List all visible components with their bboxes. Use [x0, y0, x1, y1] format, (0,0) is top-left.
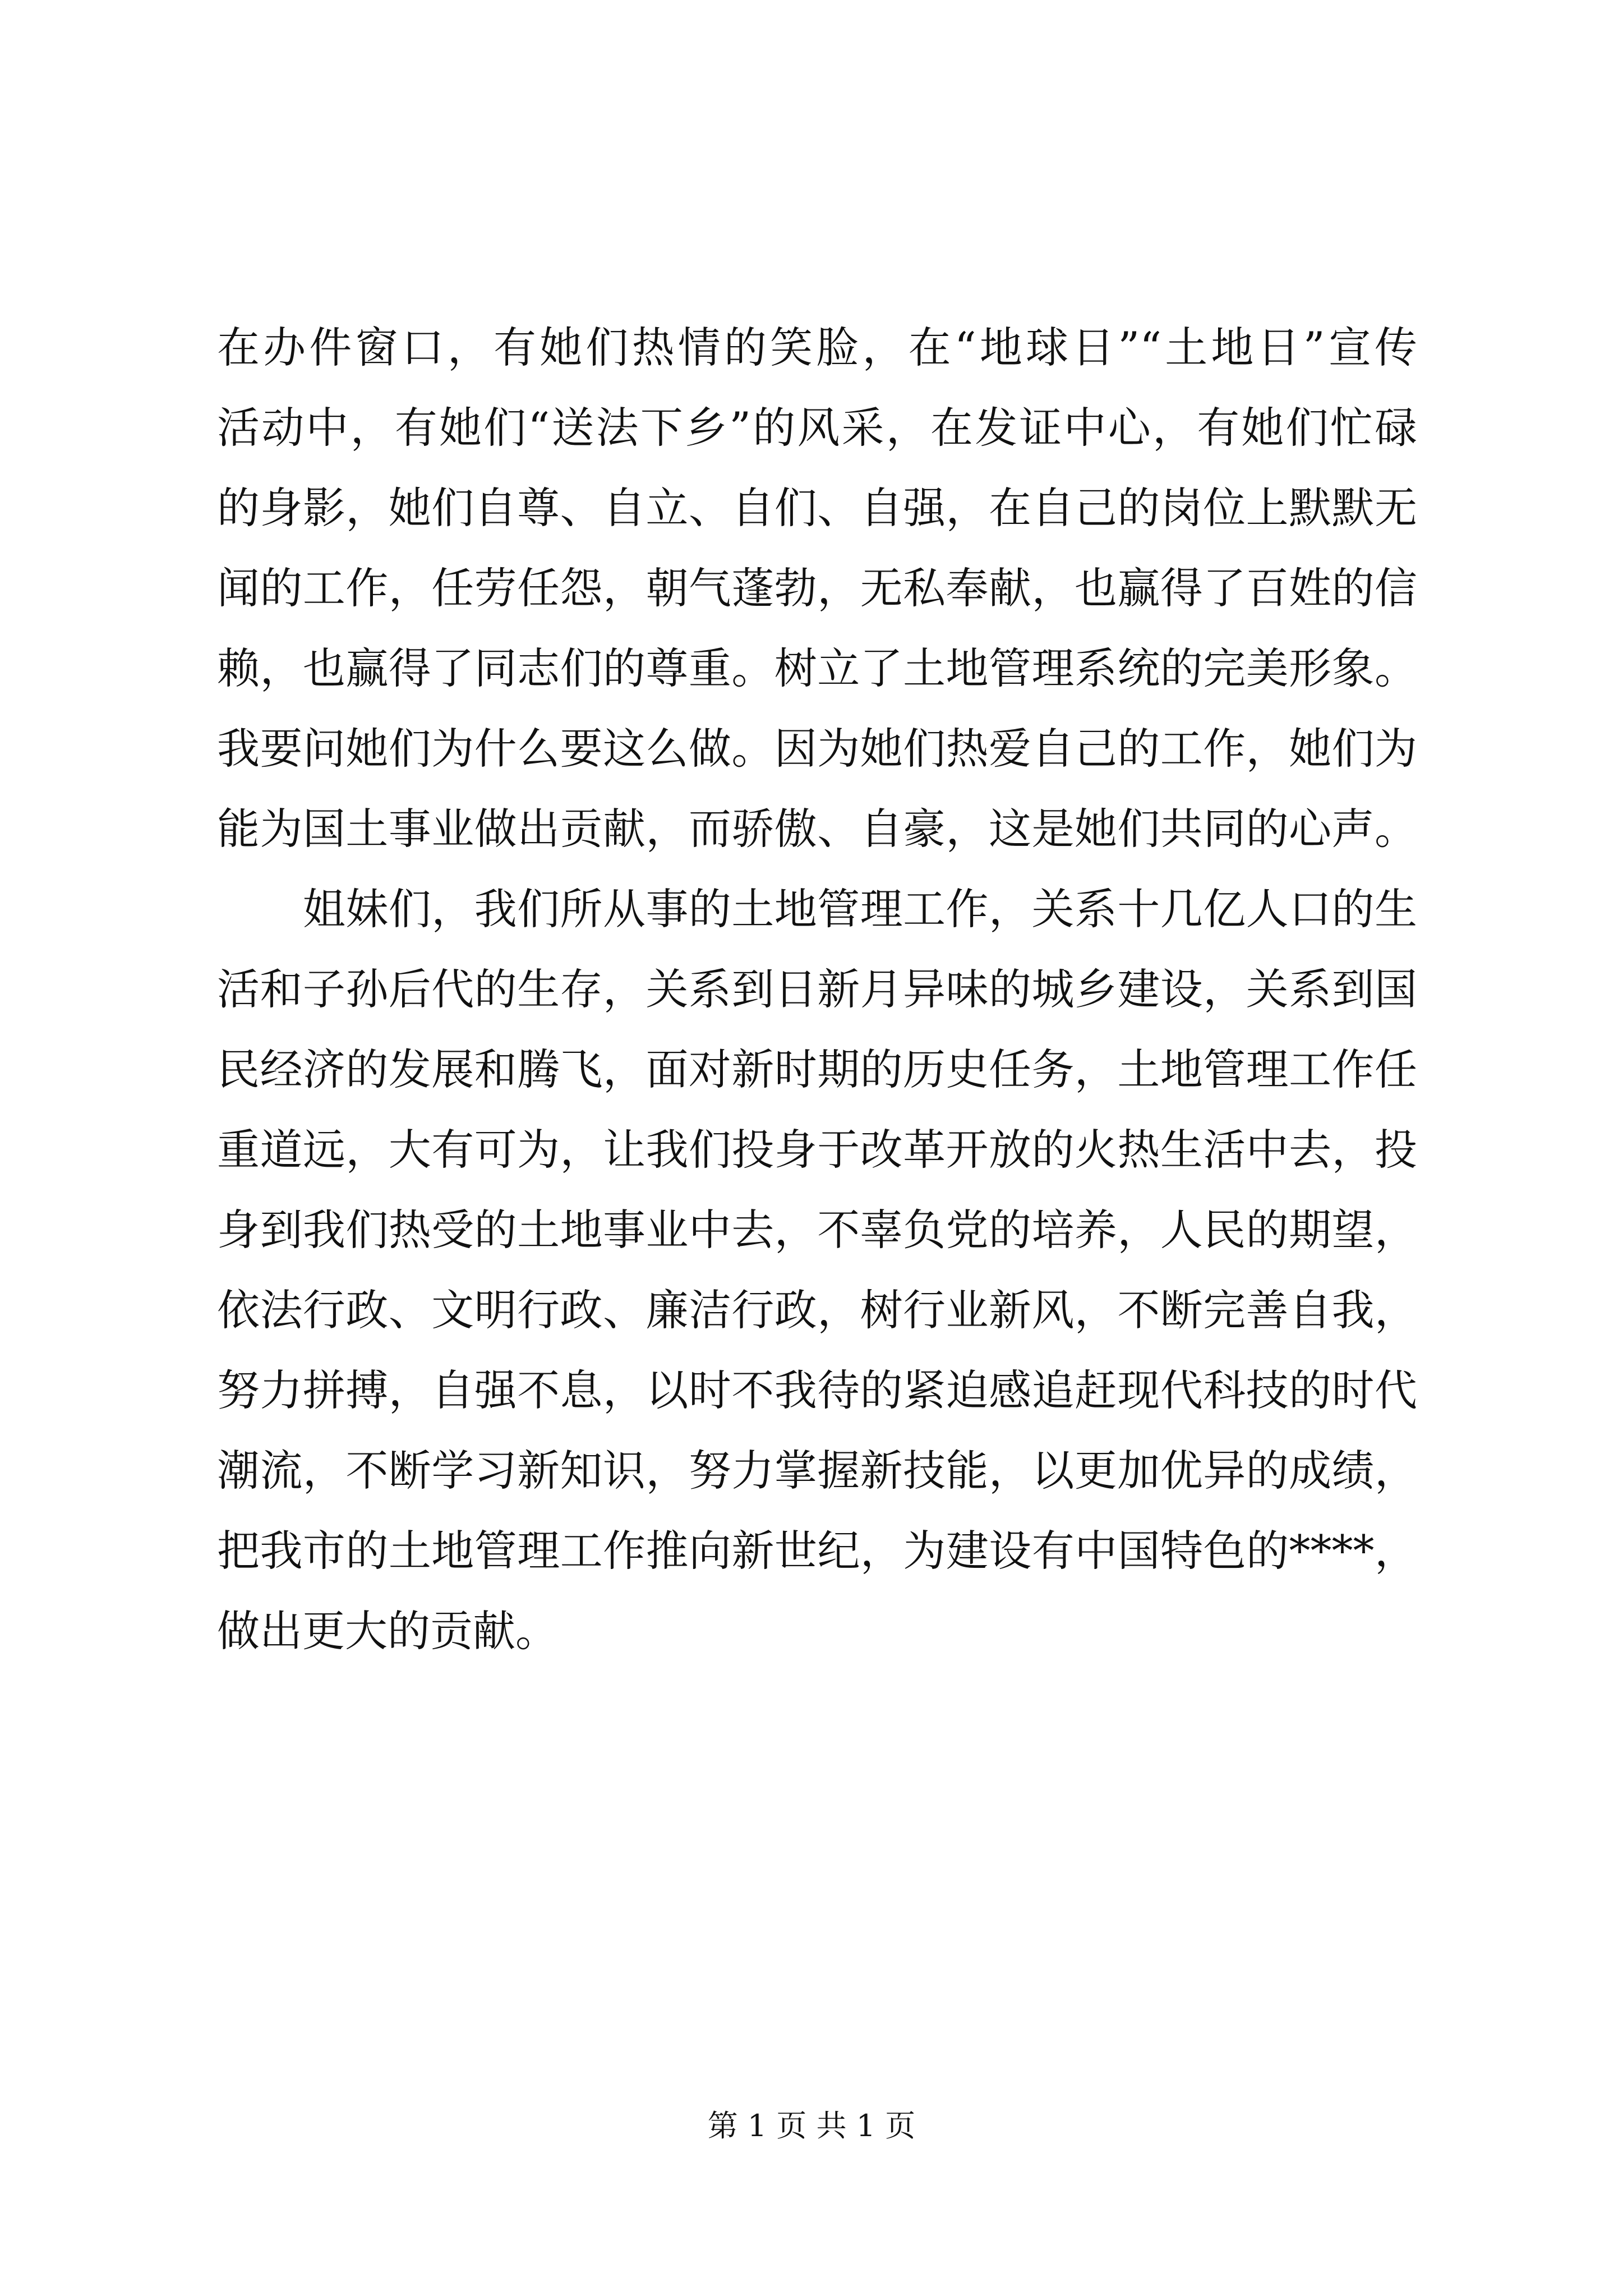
page-footer: 第 1 页 共 1 页: [707, 2108, 916, 2143]
text-line: 闻的工作，任劳任怨，朝气蓬勃，无私奉献，也赢得了百姓的信: [217, 563, 1417, 613]
text-line: 的身影，她们自尊、自立、自们、自强，在自己的岗位上默默无: [217, 483, 1417, 533]
text-line: 潮流，不断学习新知识，努力掌握新技能，以更加优异的成绩，: [217, 1446, 1417, 1496]
body-text: [217, 307, 1417, 1671]
text-line: 赖，也赢得了同志们的尊重。树立了土地管理系统的完美形象。: [217, 643, 1417, 693]
text-line: 民经济的发展和腾飞，面对新时期的历史任务，土地管理工作任: [217, 1045, 1417, 1094]
text-line: 活动中，有她们“送法下乡”的风采，在发证中心，有她们忙碌: [217, 403, 1417, 453]
text-line: 重道远，大有可为，让我们投身于改革开放的火热生活中去，投: [217, 1125, 1417, 1175]
text-line: 把我市的土地管理工作推向新世纪，为建设有中国特色的****，: [217, 1526, 1417, 1576]
text-line: 努力拼搏，自强不息，以时不我待的紧迫感追赶现代科技的时代: [217, 1365, 1417, 1415]
text-line: 做出更大的贡献。: [217, 1606, 558, 1656]
text-line: 姐妹们，我们所从事的土地管理工作，关系十几亿人口的生: [217, 884, 1417, 934]
text-line: 依法行政、文明行政、廉洁行政，树行业新风，不断完善自我，: [217, 1285, 1417, 1335]
text-line: 我要问她们为什么要这么做。因为她们热爱自己的工作，她们为: [217, 724, 1417, 774]
text-line: 能为国土事业做出贡献，而骄傲、自豪，这是她们共同的心声。: [217, 804, 1417, 854]
text-line: 身到我们热受的土地事业中去，不辜负党的培养，人民的期望，: [217, 1205, 1417, 1255]
text-line: 在办件窗口，有她们热情的笑脸，在“地球日”“土地日”宣传: [217, 323, 1417, 372]
text-line: 活和子孙后代的生存，关系到日新月异味的城乡建设，关系到国: [217, 964, 1417, 1014]
